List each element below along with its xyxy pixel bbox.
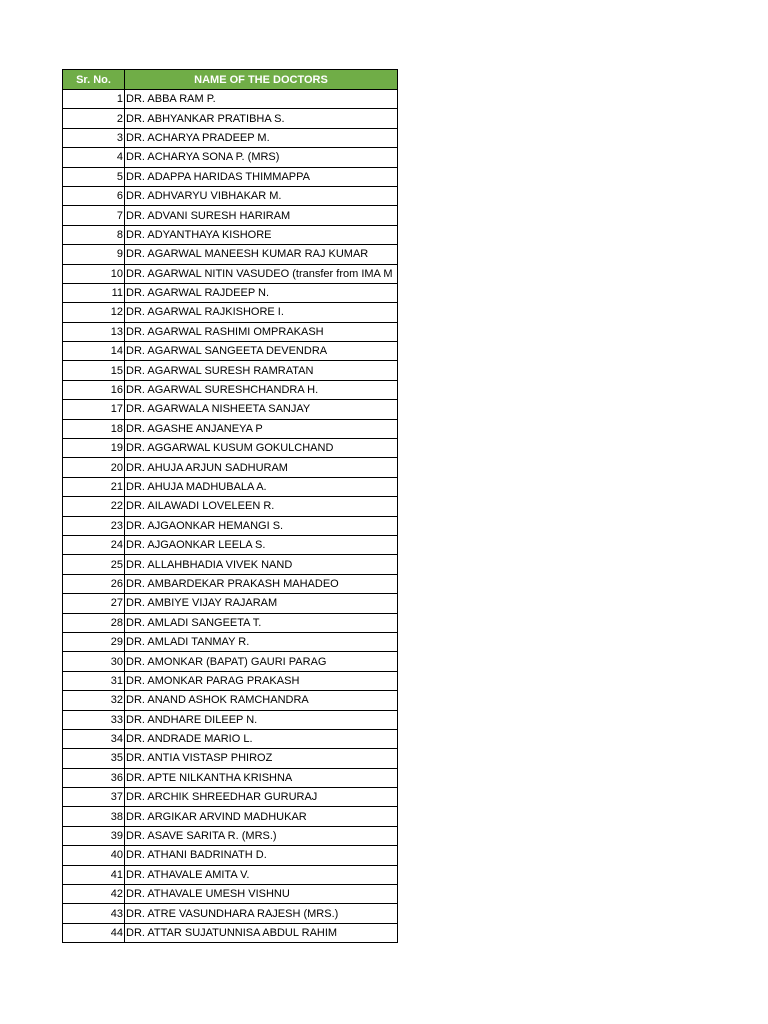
table-row <box>63 652 398 671</box>
doctor-name-cell[interactable]: DR. AJGAONKAR LEELA S. <box>125 535 398 554</box>
doctor-name-cell[interactable]: DR. ARGIKAR ARVIND MADHUKAR <box>125 807 398 826</box>
table-row <box>63 361 398 380</box>
table-row <box>63 671 398 690</box>
sr-no-cell[interactable]: 31 <box>63 671 125 690</box>
doctor-name-cell[interactable]: DR. ATHANI BADRINATH D. <box>125 846 398 865</box>
table-row <box>63 749 398 768</box>
table-row <box>63 807 398 826</box>
table-row <box>63 186 398 205</box>
table-row <box>63 516 398 535</box>
sr-no-cell[interactable]: 24 <box>63 535 125 554</box>
doctor-name-cell[interactable]: DR. AGGARWAL KUSUM GOKULCHAND <box>125 439 398 458</box>
sr-no-cell[interactable]: 36 <box>63 768 125 787</box>
doctor-name-cell[interactable]: DR. ARCHIK SHREEDHAR GURURAJ <box>125 788 398 807</box>
sr-no-cell[interactable]: 33 <box>63 710 125 729</box>
header-row <box>63 70 398 90</box>
sr-no-cell[interactable]: 35 <box>63 749 125 768</box>
sr-no-cell[interactable]: 30 <box>63 652 125 671</box>
sr-no-cell[interactable]: 8 <box>63 225 125 244</box>
sr-no-cell[interactable]: 5 <box>63 167 125 186</box>
sr-no-cell[interactable]: 34 <box>63 729 125 748</box>
sr-no-cell[interactable]: 9 <box>63 245 125 264</box>
table-row <box>63 594 398 613</box>
sr-no-cell[interactable]: 37 <box>63 788 125 807</box>
sr-no-cell[interactable]: 43 <box>63 904 125 923</box>
doctor-name-cell[interactable]: DR. ADYANTHAYA KISHORE <box>125 225 398 244</box>
doctors-table <box>62 69 398 943</box>
sr-no-cell[interactable]: 1 <box>63 90 125 109</box>
doctor-name-cell[interactable]: DR. ALLAHBHADIA VIVEK NAND <box>125 555 398 574</box>
doctor-name-cell[interactable]: DR. AMBARDEKAR PRAKASH MAHADEO <box>125 574 398 593</box>
sr-no-cell[interactable]: 44 <box>63 923 125 942</box>
sr-no-cell[interactable]: 27 <box>63 594 125 613</box>
sr-no-cell[interactable]: 32 <box>63 691 125 710</box>
sr-no-cell[interactable]: 6 <box>63 186 125 205</box>
table-row <box>63 458 398 477</box>
doctor-name-cell[interactable]: DR. APTE NILKANTHA KRISHNA <box>125 768 398 787</box>
doctor-name-cell[interactable]: DR. AGARWAL SANGEETA DEVENDRA <box>125 342 398 361</box>
sr-no-cell[interactable]: 12 <box>63 303 125 322</box>
table-row <box>63 109 398 128</box>
table-row <box>63 90 398 109</box>
doctor-name-cell[interactable]: DR. ADAPPA HARIDAS THIMMAPPA <box>125 167 398 186</box>
table-row <box>63 613 398 632</box>
doctor-name-cell[interactable]: DR. AGARWAL RAJDEEP N. <box>125 283 398 302</box>
table-row <box>63 283 398 302</box>
doctor-name-header: NAME OF THE DOCTORS <box>125 70 398 90</box>
doctor-name-cell[interactable]: DR. ATRE VASUNDHARA RAJESH (MRS.) <box>125 904 398 923</box>
doctor-name-cell[interactable]: DR. ADVANI SURESH HARIRAM <box>125 206 398 225</box>
doctor-name-cell[interactable]: DR. AGARWALA NISHEETA SANJAY <box>125 400 398 419</box>
doctor-name-cell[interactable]: DR. AILAWADI LOVELEEN R. <box>125 497 398 516</box>
doctor-name-cell[interactable]: DR. ABHYANKAR PRATIBHA S. <box>125 109 398 128</box>
sr-no-cell[interactable]: 3 <box>63 128 125 147</box>
doctor-name-cell[interactable]: DR. AMLADI TANMAY R. <box>125 632 398 651</box>
table-row <box>63 826 398 845</box>
table-row <box>63 322 398 341</box>
doctor-name-cell[interactable]: DR. ACHARYA PRADEEP M. <box>125 128 398 147</box>
table-row <box>63 206 398 225</box>
sr-no-cell[interactable]: 42 <box>63 885 125 904</box>
doctor-name-cell[interactable]: DR. AHUJA ARJUN SADHURAM <box>125 458 398 477</box>
sr-no-cell[interactable]: 2 <box>63 109 125 128</box>
sr-no-cell[interactable]: 11 <box>63 283 125 302</box>
doctor-name-cell[interactable]: DR. AHUJA MADHUBALA A. <box>125 477 398 496</box>
sr-no-cell[interactable]: 4 <box>63 148 125 167</box>
doctor-name-cell[interactable]: DR. AMONKAR (BAPAT) GAURI PARAG <box>125 652 398 671</box>
table-row <box>63 148 398 167</box>
table-row <box>63 419 398 438</box>
table-row <box>63 439 398 458</box>
table-row <box>63 574 398 593</box>
doctor-name-cell[interactable]: DR. AMONKAR PARAG PRAKASH <box>125 671 398 690</box>
sr-no-cell[interactable]: 15 <box>63 361 125 380</box>
doctor-name-cell[interactable]: DR. AGARWAL MANEESH KUMAR RAJ KUMAR <box>125 245 398 264</box>
sr-no-cell[interactable]: 14 <box>63 342 125 361</box>
table-row <box>63 477 398 496</box>
doctor-name-cell[interactable]: DR. ASAVE SARITA R. (MRS.) <box>125 826 398 845</box>
sr-no-cell[interactable]: 13 <box>63 322 125 341</box>
sr-no-cell[interactable]: 19 <box>63 439 125 458</box>
table-row <box>63 729 398 748</box>
table-row <box>63 380 398 399</box>
table-row <box>63 342 398 361</box>
table-row <box>63 555 398 574</box>
sr-no-cell[interactable]: 7 <box>63 206 125 225</box>
table-row <box>63 923 398 942</box>
doctor-name-cell[interactable]: DR. AMBIYE VIJAY RAJARAM <box>125 594 398 613</box>
doctor-name-cell[interactable]: DR. AGARWAL RASHIMI OMPRAKASH <box>125 322 398 341</box>
doctor-name-cell[interactable]: DR. AGASHE ANJANEYA P <box>125 419 398 438</box>
doctor-name-cell[interactable]: DR. ANAND ASHOK RAMCHANDRA <box>125 691 398 710</box>
doctor-name-cell[interactable]: DR. ADHVARYU VIBHAKAR M. <box>125 186 398 205</box>
sr-no-cell[interactable]: 40 <box>63 846 125 865</box>
sr-no-cell[interactable]: 16 <box>63 380 125 399</box>
table-row <box>63 303 398 322</box>
sr-no-cell[interactable]: 38 <box>63 807 125 826</box>
table-row <box>63 846 398 865</box>
doctor-name-cell[interactable]: DR. ABBA RAM P. <box>125 90 398 109</box>
sr-no-cell[interactable]: 17 <box>63 400 125 419</box>
sr-no-cell[interactable]: 26 <box>63 574 125 593</box>
table-row <box>63 497 398 516</box>
doctor-name-cell[interactable]: DR. ATTAR SUJATUNNISA ABDUL RAHIM <box>125 923 398 942</box>
table-row <box>63 865 398 884</box>
doctor-name-cell[interactable]: DR. ATHAVALE AMITA V. <box>125 865 398 884</box>
doctor-name-cell[interactable]: DR. AGARWAL SURESH RAMRATAN <box>125 361 398 380</box>
sr-no-cell[interactable]: 10 <box>63 264 125 283</box>
sr-no-cell[interactable]: 29 <box>63 632 125 651</box>
sr-no-cell[interactable]: 41 <box>63 865 125 884</box>
table-row <box>63 632 398 651</box>
table-row <box>63 128 398 147</box>
doctor-name-cell[interactable]: DR. AJGAONKAR HEMANGI S. <box>125 516 398 535</box>
table-row <box>63 768 398 787</box>
table-row <box>63 535 398 554</box>
table-row <box>63 400 398 419</box>
doctor-name-cell[interactable]: DR. ANTIA VISTASP PHIROZ <box>125 749 398 768</box>
doctor-name-cell[interactable]: DR. AGARWAL RAJKISHORE I. <box>125 303 398 322</box>
sr-no-cell[interactable]: 18 <box>63 419 125 438</box>
table-row <box>63 788 398 807</box>
doctor-name-cell[interactable]: DR. AGARWAL SURESHCHANDRA H. <box>125 380 398 399</box>
table-row <box>63 710 398 729</box>
doctor-name-cell[interactable]: DR. ANDHARE DILEEP N. <box>125 710 398 729</box>
table-row <box>63 167 398 186</box>
doctor-name-cell[interactable]: DR. ANDRADE MARIO L. <box>125 729 398 748</box>
sr-no-cell[interactable]: 39 <box>63 826 125 845</box>
table-row <box>63 885 398 904</box>
sr-no-header: Sr. No. <box>63 70 125 90</box>
table-row <box>63 691 398 710</box>
table-row <box>63 245 398 264</box>
sr-no-cell[interactable]: 28 <box>63 613 125 632</box>
doctor-name-cell[interactable]: DR. ACHARYA SONA P. (MRS) <box>125 148 398 167</box>
sr-no-cell[interactable]: 22 <box>63 497 125 516</box>
doctor-name-cell[interactable]: DR. AMLADI SANGEETA T. <box>125 613 398 632</box>
sr-no-cell[interactable]: 25 <box>63 555 125 574</box>
table-row <box>63 904 398 923</box>
doctor-name-cell[interactable]: DR. ATHAVALE UMESH VISHNU <box>125 885 398 904</box>
doctor-name-cell[interactable]: DR. AGARWAL NITIN VASUDEO (transfer from IMA M <box>125 264 398 283</box>
sr-no-cell[interactable]: 20 <box>63 458 125 477</box>
table-body <box>63 90 398 943</box>
table-row <box>63 264 398 283</box>
sr-no-cell[interactable]: 23 <box>63 516 125 535</box>
table-row <box>63 225 398 244</box>
sr-no-cell[interactable]: 21 <box>63 477 125 496</box>
